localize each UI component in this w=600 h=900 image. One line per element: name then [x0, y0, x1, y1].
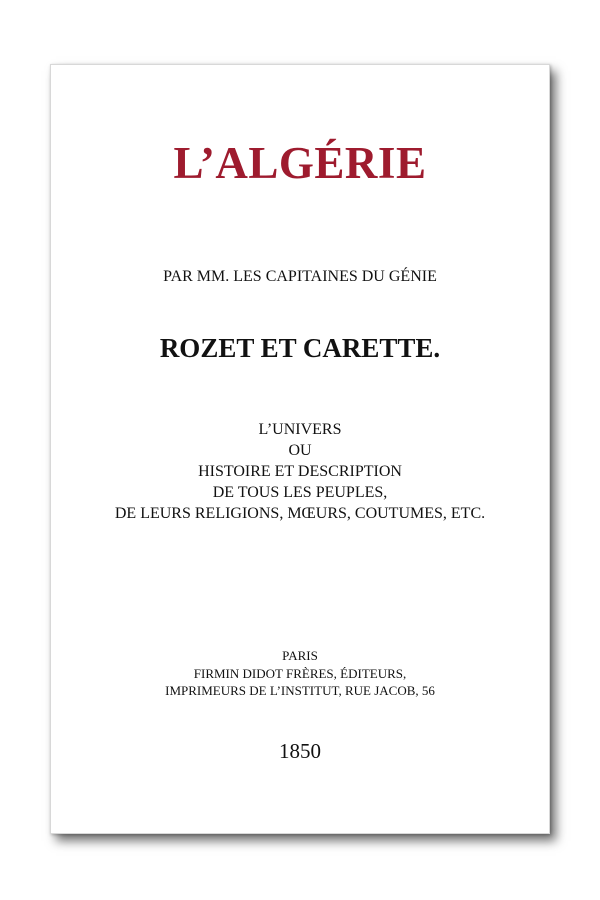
series-line: L’UNIVERS: [258, 421, 342, 438]
publisher-line: PARIS: [282, 648, 318, 663]
book-title-page: [50, 64, 550, 834]
series-line: HISTOIRE ET DESCRIPTION: [198, 463, 402, 480]
series-line: DE TOUS LES PEUPLES,: [212, 484, 388, 501]
series-line: OU: [288, 442, 312, 459]
publisher-line: FIRMIN DIDOT FRÈRES, ÉDITEURS,: [193, 665, 407, 681]
publication-year: 1850: [279, 739, 321, 763]
book-title: L’ALGÉRIE: [173, 138, 427, 188]
authors-intro: PAR MM. LES CAPITAINES DU GÉNIE: [163, 268, 437, 285]
publisher-line: IMPRIMEURS DE L’INSTITUT, RUE JACOB, 56: [165, 683, 435, 698]
series-line: DE LEURS RELIGIONS, MŒURS, COUTUMES, ETC.: [114, 505, 486, 522]
publisher-block: [51, 647, 549, 700]
series-description: [51, 419, 549, 524]
authors: ROZET ET CARETTE.: [159, 333, 441, 363]
